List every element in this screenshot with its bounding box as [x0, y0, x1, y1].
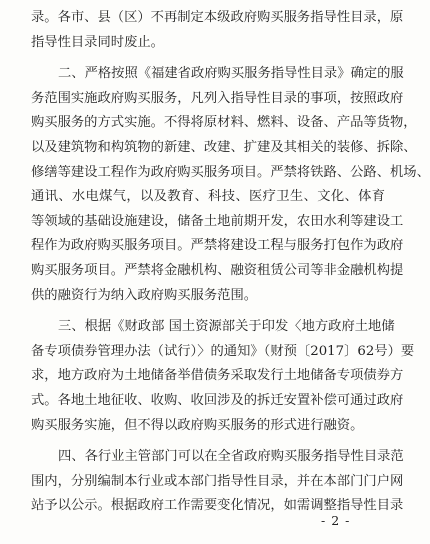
body-text	[31, 6, 430, 519]
text-line: 指导性目录同时废止。	[31, 34, 164, 50]
text-line: 通讯、水电煤气，以及教育、科技、医疗卫生、文化、体育	[31, 189, 385, 205]
text-line: 二、严格按照《福建省政府购买服务指导性目录》确定的服	[58, 66, 404, 82]
text-line: 购买服务的方式实施。不得将原材料、燃料、设备、产品等货物，	[31, 115, 417, 131]
text-line: 务范围实施政府购买服务，凡列入指导性目录的事项，按照政府	[31, 90, 404, 106]
text-line: 程作为政府购买服务项目。严禁将建设工程与服务打包作为政府	[31, 238, 404, 254]
text-line: 求，地方政府为土地储备举借债务采取发行土地储备专项债券方	[31, 368, 404, 384]
text-line: 围内，分别编制本行业或本部门指导性目录，并在本部门门户网	[31, 473, 404, 489]
paragraph-p3	[31, 315, 415, 438]
paragraph-gap	[31, 55, 385, 62]
text-line: 录。各市、县（区）不再制定本级政府购买服务指导性目录，原	[31, 10, 404, 25]
paragraph-p2	[31, 62, 430, 308]
text-line: 购买服务实施，但不得以政府购买服务的形式进行融资。	[31, 417, 364, 433]
paragraph-p4	[31, 445, 404, 519]
text-line: 四、各行业主管部门可以在全省政府购买服务指导性目录范	[58, 449, 404, 465]
text-line: 等领域的基础设施建设，储备土地前期开发，农田水利等建设工	[31, 213, 404, 229]
page-number: - 2 -	[321, 513, 351, 528]
text-line: 式。各地土地征收、收购、收回涉及的拆迁安置补偿可通过政府	[31, 392, 404, 408]
paragraph-gap	[31, 308, 385, 315]
text-line: 修缮等建设工程作为政府购买服务项目。严禁将铁路、公路、机场、	[31, 164, 430, 180]
paragraph-gap	[31, 438, 385, 445]
text-line: 以及建筑物和构筑物的新建、改建、扩建及其相关的装修、拆除、	[31, 139, 417, 155]
text-line: 购买服务项目。严禁将金融机构、融资租赁公司等非金融机构提	[31, 262, 404, 278]
text-line: 三、根据《财政部 国土资源部关于印发〈地方政府土地储	[58, 319, 395, 335]
text-line: 供的融资行为纳入政府购买服务范围。	[31, 287, 258, 303]
text-line: 备专项债券管理办法（试行）〉的通知》（财预〔2017〕62号）要	[31, 343, 415, 359]
paragraph-p1	[31, 6, 404, 55]
text-line: 站予以公示。根据政府工作需要变化情况，如需调整指导性目录	[31, 498, 404, 514]
